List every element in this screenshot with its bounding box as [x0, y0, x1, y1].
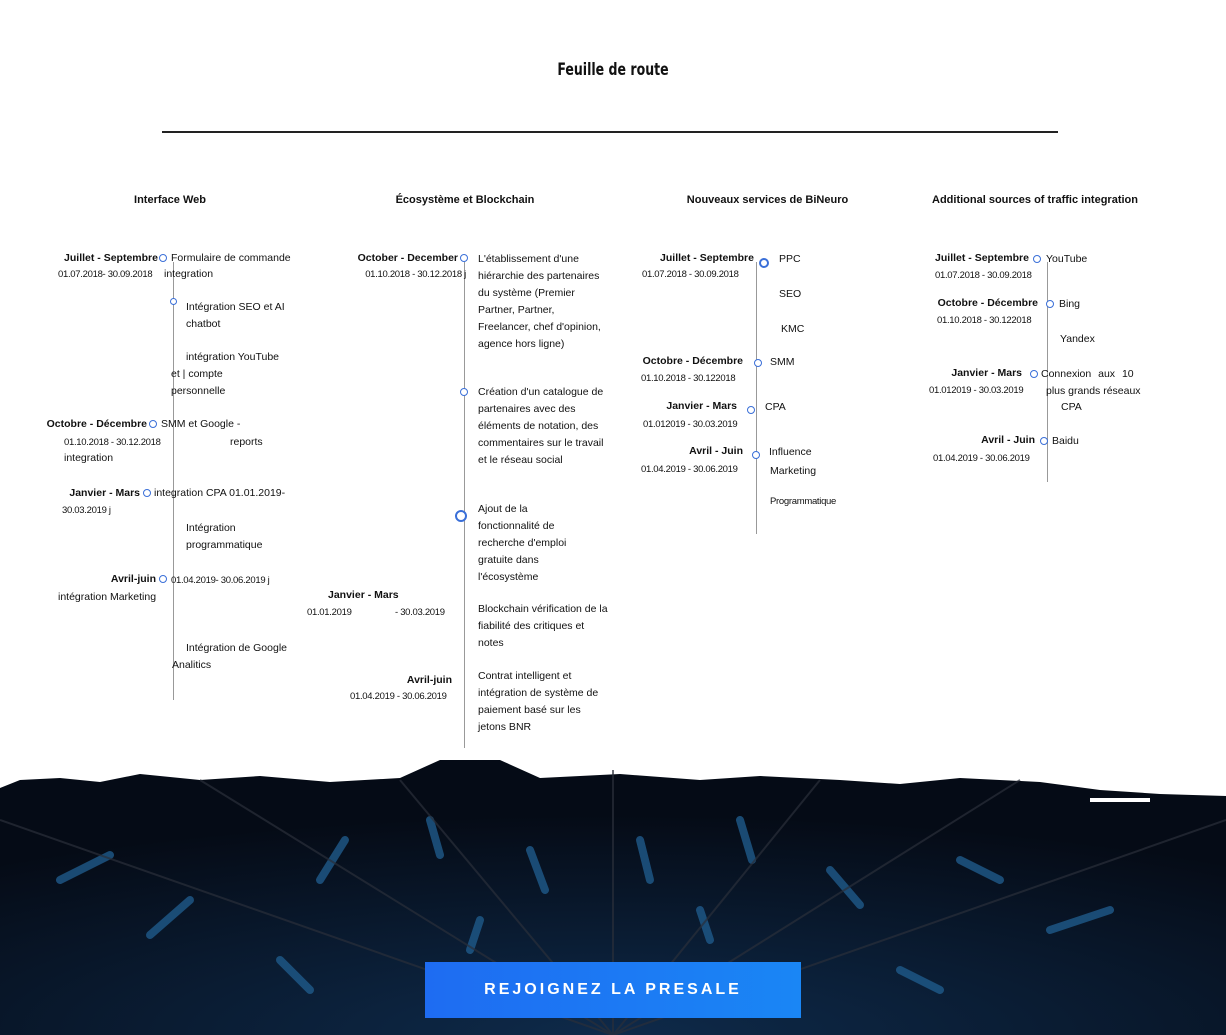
date-range: 01.04.2019- 30.06.2019 j — [171, 575, 270, 586]
item-text: integration — [64, 452, 114, 464]
title-divider — [162, 131, 1058, 133]
source-item: Connexion aux 10 — [1041, 368, 1134, 380]
date-range: 01.012019 - 30.03.2019 — [643, 419, 738, 430]
item-text: reports — [230, 436, 263, 448]
copyright-circle-icon — [159, 575, 167, 583]
copyright-circle-icon — [149, 420, 157, 428]
date-range: 01.10.2018 - 30.12.2018 j — [365, 269, 466, 280]
copyright-circle-icon — [159, 254, 167, 262]
copyright-circle-icon — [1040, 437, 1048, 445]
item-text: Ajout de la fonctionnalité de recherche d'emploi gratuite dans l'écosystème — [478, 503, 567, 583]
timeline-line — [173, 262, 174, 700]
source-item: CPA — [1061, 401, 1082, 413]
copyright-circle-icon — [143, 489, 151, 497]
period-label: Avril-juin — [110, 573, 156, 585]
service-item: CPA — [765, 401, 786, 413]
item-text: integration CPA 01.01.2019- — [154, 487, 286, 499]
date-range: 01.10.2018 - 30.122018 — [937, 315, 1032, 326]
source-item: Baidu — [1052, 435, 1079, 447]
item-text: Formulaire de commande — [171, 252, 291, 264]
source-item: plus grands réseaux — [1046, 385, 1141, 397]
date-range: 01.01.2019 — [307, 607, 352, 618]
service-item: KMC — [781, 323, 805, 335]
period-label: Octobre - Décembre — [46, 418, 147, 430]
item-text: SMM et Google - — [161, 418, 241, 430]
date-range: 01.07.2018 - 30.09.2018 — [642, 269, 739, 280]
date-range: 01.07.2018- 30.09.2018 — [58, 269, 153, 280]
copyright-circle-icon — [1033, 255, 1041, 263]
period-label: Janvier - Mars — [951, 367, 1022, 379]
join-presale-button[interactable]: REJOIGNEZ LA PRESALE — [425, 962, 801, 1018]
column-heading-traffic-sources: Additional sources of traffic integration — [932, 194, 1138, 206]
service-item: Influence — [769, 446, 812, 458]
date-range: - 30.03.2019 — [395, 607, 445, 618]
item-text: Intégration SEO et AI chatbot — [186, 301, 285, 330]
period-label: Janvier - Mars — [69, 487, 140, 499]
item-text: Blockchain vérification de la fiabilité des critiques et notes — [478, 603, 608, 649]
period-label: Janvier - Mars — [666, 400, 737, 412]
copyright-circle-icon — [754, 359, 762, 367]
date-range: 01.04.2019 - 30.06.2019 — [933, 453, 1030, 464]
service-item: SEO — [779, 288, 802, 300]
item-text: et | compte personnelle — [171, 368, 226, 397]
column-heading-ecosystem: Écosystème et Blockchain — [395, 194, 535, 206]
date-range: 01.07.2018 - 30.09.2018 — [935, 270, 1032, 281]
source-item: Bing — [1059, 298, 1081, 310]
timeline-line — [464, 262, 465, 748]
service-item: PPC — [779, 253, 801, 265]
item-text: Analitics — [172, 659, 212, 671]
source-item: Yandex — [1060, 333, 1095, 345]
date-range: 01.10.2018 - 30.12.2018 — [64, 437, 161, 448]
item-text: intégration Marketing — [58, 591, 157, 603]
period-label: Juillet - Septembre — [660, 252, 754, 264]
copyright-circle-icon — [460, 254, 468, 262]
item-text: Intégration programmatique — [186, 522, 263, 551]
copyright-circle-icon — [1030, 370, 1038, 378]
service-item: SMM — [770, 356, 795, 368]
period-label: Juillet - Septembre — [64, 252, 158, 264]
date-range: 01.012019 - 30.03.2019 — [929, 385, 1024, 396]
service-item: Marketing — [770, 465, 817, 477]
period-label: October - December — [357, 252, 458, 264]
period-label: Octobre - Décembre — [642, 355, 743, 367]
item-text: L'établissement d'une hiérarchie des partenaires du système (Premier Partner, Partner, Freelancer, chef d'opinion, agence hors ligne) — [478, 253, 601, 350]
service-item: Programmatique — [770, 496, 837, 507]
item-text: Intégration de Google — [186, 642, 287, 654]
copyright-circle-icon — [752, 451, 760, 459]
column-heading-new-services: Nouveaux services de BiNeuro — [686, 194, 849, 206]
copyright-circle-icon — [170, 298, 177, 305]
date-range: 30.03.2019 j — [62, 505, 111, 516]
period-label: Juillet - Septembre — [935, 252, 1029, 264]
period-label: Janvier - Mars — [328, 589, 399, 601]
period-label: Avril - Juin — [689, 445, 743, 457]
date-range: 01.04.2019 - 30.06.2019 — [641, 464, 738, 475]
item-text: intégration YouTube — [186, 351, 280, 363]
item-text: integration — [164, 268, 214, 280]
column-heading-interface-web: Interface Web — [134, 194, 206, 206]
date-range: 01.10.2018 - 30.122018 — [641, 373, 736, 384]
timeline-line — [756, 262, 757, 534]
item-text: Contrat intelligent et intégration de système de paiement basé sur les jetons BNR — [478, 670, 599, 733]
copyright-circle-icon — [460, 388, 468, 396]
copyright-circle-icon — [1046, 300, 1054, 308]
copyright-circle-icon — [747, 406, 755, 414]
item-text: Création d'un catalogue de partenaires avec des éléments de notation, des commentaires sur le travail et le réseau social — [478, 386, 604, 466]
copyright-circle-icon — [759, 258, 769, 268]
period-label: Avril - Juin — [981, 434, 1035, 446]
period-label: Octobre - Décembre — [937, 297, 1038, 309]
page-title: Feuille de route — [557, 60, 669, 80]
copyright-circle-icon — [455, 510, 467, 522]
period-label: Avril-juin — [406, 674, 452, 686]
source-item: YouTube — [1046, 253, 1088, 265]
date-range: 01.04.2019 - 30.06.2019 — [350, 691, 447, 702]
